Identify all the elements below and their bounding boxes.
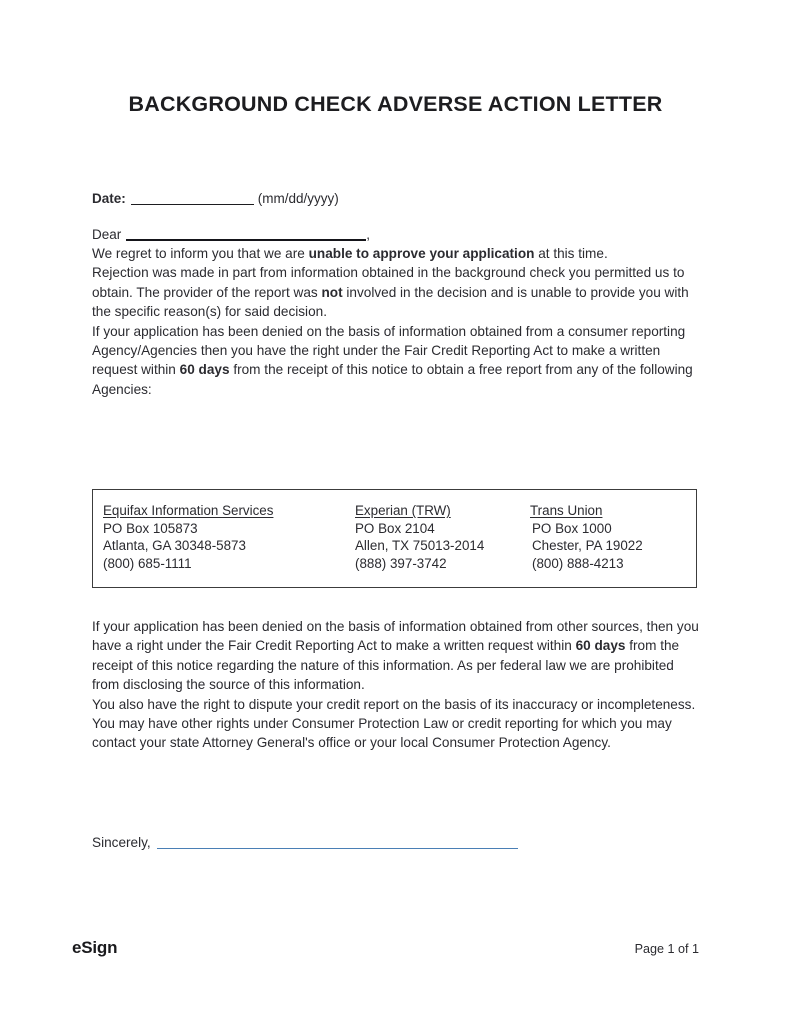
page-title: BACKGROUND CHECK ADVERSE ACTION LETTER	[128, 92, 663, 116]
agency-name: Trans Union	[530, 503, 603, 518]
agency-name: Experian (TRW)	[355, 503, 451, 518]
letter-body	[92, 190, 699, 399]
agency-name: Equifax Information Services	[103, 503, 274, 518]
recipient-name-blank[interactable]	[126, 226, 366, 241]
date-label: Date:	[92, 191, 126, 206]
paragraph-regret	[92, 244, 699, 263]
paragraph-rejection-part3: involved in the decision and is unable to provide you with the specific reason(s) for said decision.	[92, 284, 689, 320]
esign-brand-logo: eSign	[72, 938, 118, 957]
agency-po-box: PO Box 105873	[103, 520, 198, 536]
paragraph-other-sources	[92, 617, 699, 695]
paragraph-dispute-rights: You also have the right to dispute your credit report on the basis of its inaccuracy or incompleteness. You may have other rights under Consumer Protection Law or credit reporting for which you may contact your state Attorney General's office or your local Consumer Protection Agency.	[92, 696, 696, 751]
agency-city-state-zip: Atlanta, GA 30348-5873	[103, 538, 246, 554]
agency-column-trans-union	[530, 502, 643, 572]
salutation-label: Dear	[92, 227, 122, 242]
paragraph-consumer-agencies	[92, 322, 699, 400]
agency-phone: (888) 397-3742	[355, 555, 447, 571]
signature-row	[92, 834, 699, 852]
paragraph-rejection-emphasis: not	[321, 284, 343, 300]
agency-phone: (800) 685-1111	[103, 555, 192, 571]
paragraph-other-sources-emphasis: 60 days	[575, 638, 626, 654]
agency-column-equifax	[103, 502, 273, 572]
paragraph-consumer-agencies-part1: If your application has been denied on the basis of information obtained from a consumer reporting Agency/Agencies then you have the right under the Fair Credit Reporting Act to make a written request within	[92, 323, 686, 378]
agency-po-box: PO Box 2104	[355, 520, 435, 536]
paragraph-consumer-agencies-emphasis: 60 days	[179, 362, 230, 378]
letter-body-lower	[92, 617, 699, 753]
salutation-comma: ,	[366, 227, 371, 242]
paragraph-regret-emphasis: unable to approve your application	[308, 246, 535, 261]
paragraph-other-sources-part3: from the receipt of this notice regarding the nature of this information. As per federal law we are prohibited from disclosing the source of this information.	[92, 638, 680, 693]
credit-agencies-box	[92, 489, 697, 588]
page-indicator: Page 1 of 1	[634, 942, 699, 956]
date-format-hint: (mm/dd/yyyy)	[257, 191, 339, 206]
agency-po-box: PO Box 1000	[532, 520, 612, 536]
paragraph-consumer-agencies-part3: from the receipt of this notice to obtain a free report from any of the following Agencies:	[92, 362, 693, 397]
page-footer	[72, 938, 699, 960]
paragraph-regret-part3: at this time.	[534, 246, 608, 261]
agency-city-state-zip: Chester, PA 19022	[532, 538, 643, 554]
paragraph-rejection	[92, 263, 699, 321]
signature-field[interactable]	[157, 836, 518, 849]
paragraph-rejection-part1: Rejection was made in part from information obtained in the background check you permitted us to obtain. The provider of the report was	[92, 265, 685, 300]
agency-phone: (800) 888-4213	[532, 555, 624, 571]
salutation-line	[92, 226, 699, 244]
agency-city-state-zip: Allen, TX 75013-2014	[355, 538, 485, 554]
agency-column-experian	[355, 502, 484, 572]
paragraph-regret-part1: We regret to inform you that we are	[92, 246, 309, 261]
closing-label: Sincerely,	[92, 835, 151, 850]
date-input-blank[interactable]	[131, 191, 254, 205]
date-line	[92, 190, 699, 208]
paragraph-other-sources-part1: If your application has been denied on the basis of information obtained from other sources, then you have a right under the Fair Credit Reporting Act to make a written request within	[92, 619, 699, 654]
